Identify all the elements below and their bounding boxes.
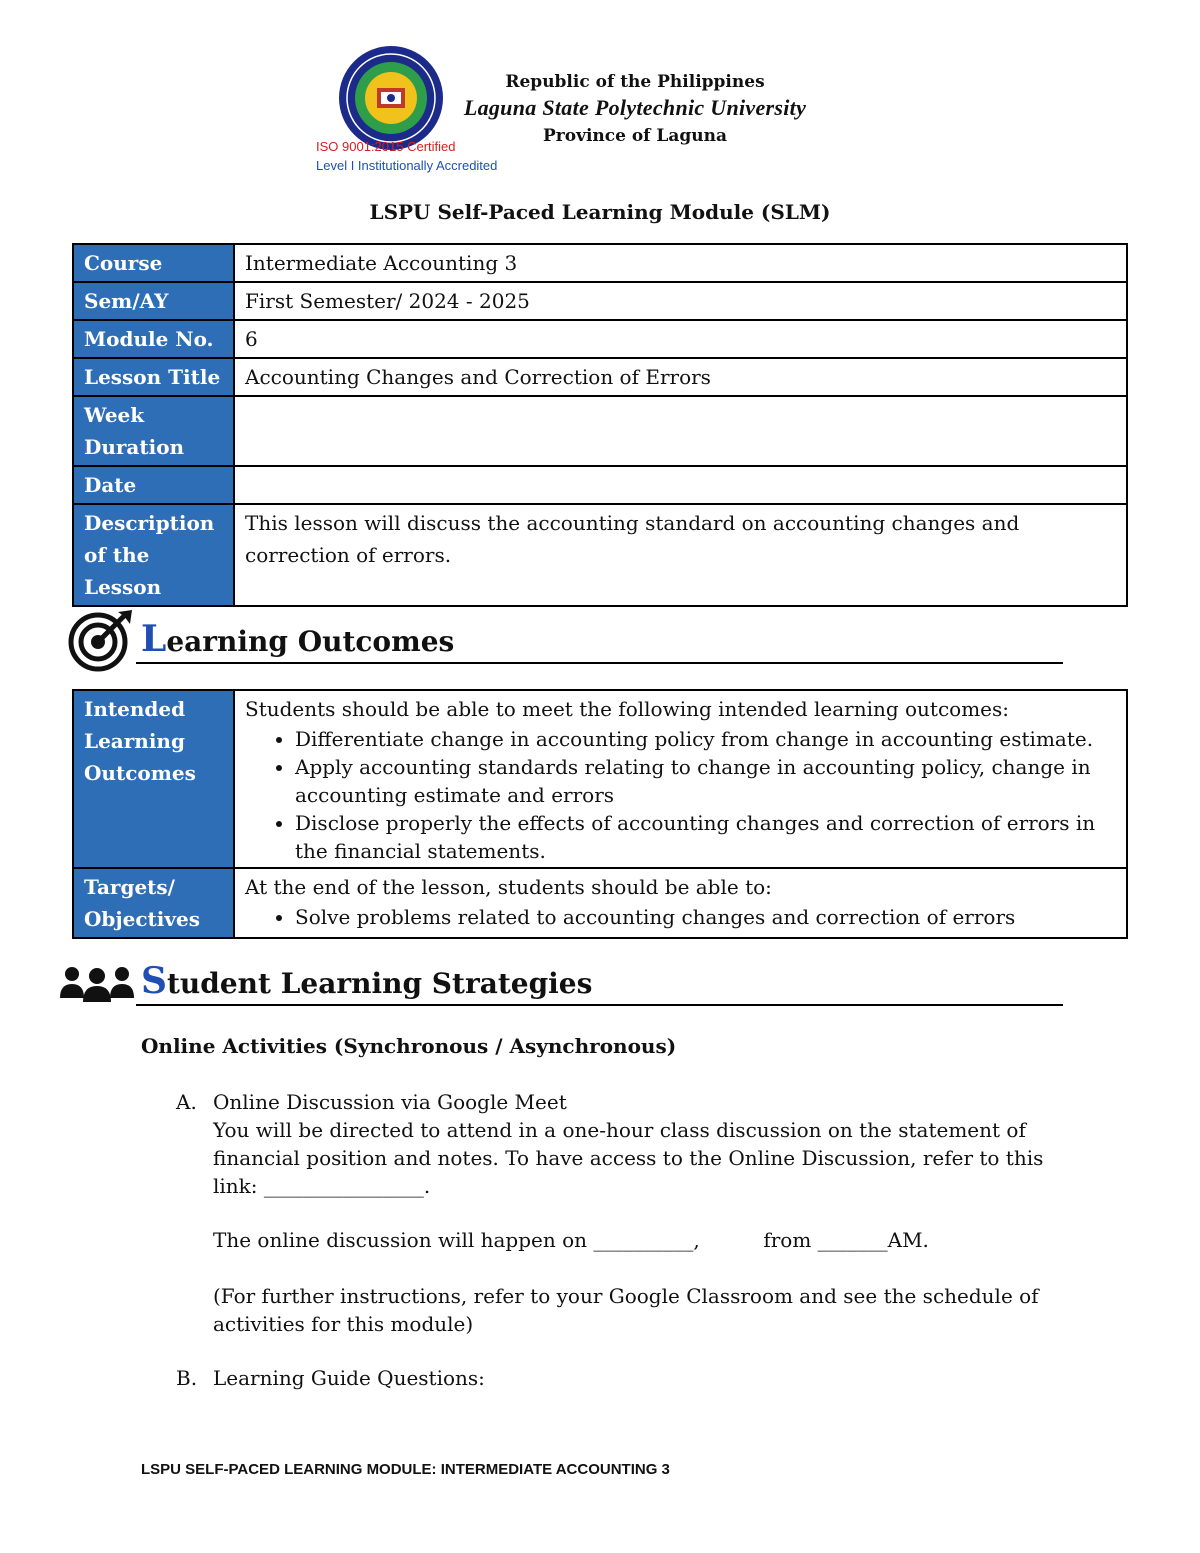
ilo-list: [245, 725, 1116, 865]
targets-intro: At the end of the lesson, students should be able to:: [245, 875, 772, 899]
item-b-title: Learning Guide Questions:: [213, 1366, 485, 1390]
table-row: [73, 282, 1127, 320]
online-activities-heading: Online Activities (Synchronous / Asynchronous): [141, 1034, 677, 1058]
targets-list: [245, 903, 1116, 931]
iso-certification: ISO 9001:2015 Certified: [316, 139, 456, 154]
date-value: [234, 466, 1127, 504]
date-label: Date: [73, 466, 234, 504]
learning-outcomes-table: [72, 689, 1128, 939]
item-a-marker: A.: [176, 1090, 197, 1114]
title-rest: tudent Learning Strategies: [167, 967, 593, 1000]
meeting-link-blank: link: ________________.: [213, 1174, 431, 1198]
learning-outcomes-title: [141, 618, 454, 660]
course-label: Course: [73, 244, 234, 282]
table-row: [73, 504, 1127, 606]
week-duration-label: Week Duration: [73, 396, 234, 466]
title-initial: L: [141, 618, 167, 660]
list-item: • Apply accounting standards relating to change in accounting policy, change in accounting estimate and errors: [295, 753, 1116, 809]
table-row: [73, 396, 1127, 466]
lesson-title-value: Accounting Changes and Correction of Errors: [234, 358, 1127, 396]
section-divider: [136, 662, 1063, 664]
ilo-label: Intended Learning Outcomes: [73, 690, 234, 868]
table-row: [73, 868, 1127, 938]
list-item: • Differentiate change in accounting policy from change in accounting estimate.: [295, 725, 1116, 753]
ilo-content: [234, 690, 1127, 868]
item-b-marker: B.: [176, 1366, 198, 1390]
page-footer: LSPU SELF-PACED LEARNING MODULE: INTERMEDIATE ACCOUNTING 3: [141, 1461, 670, 1478]
table-row: [73, 320, 1127, 358]
module-no-label: Module No.: [73, 320, 234, 358]
lesson-title-label: Lesson Title: [73, 358, 234, 396]
republic-text: Republic of the Philippines: [505, 72, 765, 92]
table-row: [73, 690, 1127, 868]
province-text: Province of Laguna: [542, 126, 728, 146]
list-item: • Disclose properly the effects of accounting changes and correction of errors in the financial statements.: [295, 809, 1116, 865]
section-divider: [136, 1004, 1063, 1006]
target-icon: [66, 608, 136, 672]
table-row: [73, 244, 1127, 282]
table-row: [73, 466, 1127, 504]
item-a-title: Online Discussion via Google Meet: [213, 1090, 567, 1114]
university-seal-icon: [337, 44, 445, 152]
ilo-intro: Students should be able to meet the following intended learning outcomes:: [245, 697, 1010, 721]
module-info-table: [72, 243, 1128, 607]
targets-label: Targets/ Objectives: [73, 868, 234, 938]
sem-ay-value: First Semester/ 2024 - 2025: [234, 282, 1127, 320]
schedule-text: The online discussion will happen on __________, from _______AM.: [213, 1228, 929, 1252]
item-a-description: You will be directed to attend in a one-hour class discussion on the statement of financial position and notes. To have access to the Online Discussion, refer to this: [213, 1118, 1044, 1170]
accreditation-text: Level I Institutionally Accredited: [316, 158, 498, 173]
list-item: • Solve problems related to accounting changes and correction of errors: [295, 903, 1116, 931]
targets-content: [234, 868, 1127, 938]
week-duration-value: [234, 396, 1127, 466]
module-no-value: 6: [234, 320, 1127, 358]
title-initial: S: [141, 960, 167, 1002]
strategies-title: [141, 960, 592, 1002]
description-value: This lesson will discuss the accounting standard on accounting changes and correction of errors.: [234, 504, 1127, 606]
title-rest: earning Outcomes: [166, 625, 455, 658]
sem-ay-label: Sem/AY: [73, 282, 234, 320]
university-name: Laguna State Polytechnic University: [463, 95, 807, 120]
instructions-text: (For further instructions, refer to your Google Classroom and see the schedule of activities for this module): [213, 1284, 1039, 1336]
course-value: Intermediate Accounting 3: [234, 244, 1127, 282]
module-title: LSPU Self-Paced Learning Module (SLM): [369, 200, 831, 224]
table-row: [73, 358, 1127, 396]
description-label: Description of the Lesson: [73, 504, 234, 606]
group-icon: [58, 962, 136, 1002]
